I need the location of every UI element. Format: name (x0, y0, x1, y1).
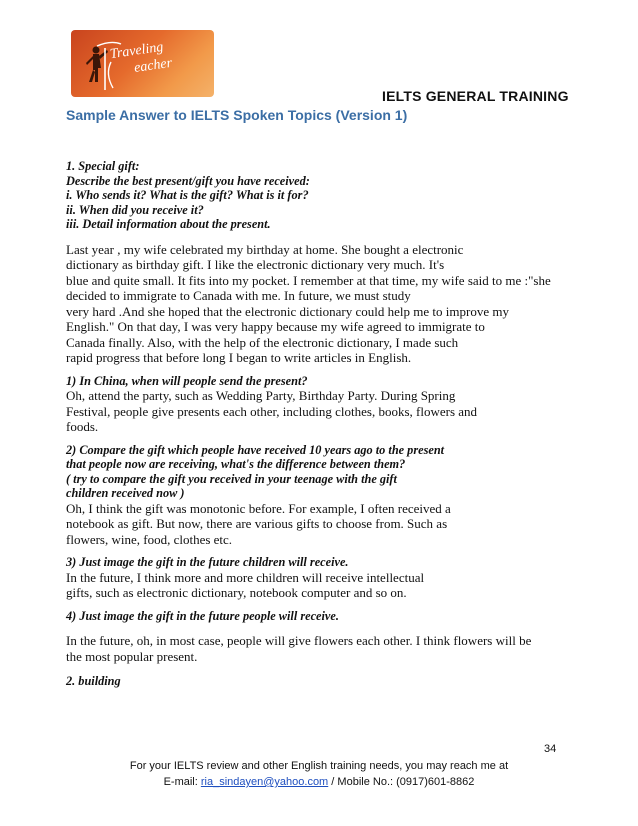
email-label: E-mail: (163, 776, 198, 788)
page-number: 34 (544, 743, 557, 755)
answer-line: rapid progress that before long I began to write articles in English. (66, 350, 412, 365)
q4-question (66, 609, 566, 624)
footer-contact-line: For your IELTS review and other English training needs, you may reach me at (129, 760, 509, 772)
traveling-teacher-logo (71, 30, 214, 97)
answer-line: decided to immigrate to Canada with me. In future, we must study (66, 288, 411, 303)
question-line: Describe the best present/gift you have received: (66, 173, 310, 188)
answer-line: In the future, oh, in most case, people will give flowers each other. I think flowers will be (66, 633, 532, 648)
answer-line: flowers, wine, food, clothes etc. (66, 531, 233, 547)
document-subtitle: Sample Answer to IELTS Spoken Topics (Version 1) (66, 107, 408, 123)
footer-separator: / (331, 776, 335, 788)
question-line: 2) Compare the gift which people have received 10 years ago to the present (66, 442, 445, 457)
question-line: iii. Detail information about the present. (66, 217, 271, 231)
answer-line: Oh, I think the gift was monotonic before. For example, I often received a (66, 500, 451, 516)
q4-answer (66, 633, 566, 664)
section1-question (66, 159, 566, 232)
document-header-title: IELTS GENERAL TRAINING (382, 88, 569, 104)
q1-answer (66, 388, 566, 435)
answer-line: Last year , my wife celebrated my birthday at home. She bought a electronic (66, 241, 464, 257)
question-line: 3) Just image the gift in the future children will receive. (66, 555, 349, 569)
question-line: 4) Just image the gift in the future people will receive. (66, 608, 339, 623)
page-footer (0, 758, 638, 790)
question-line: ( try to compare the gift you received in your teenage with the gift (66, 471, 397, 486)
answer-line: In the future, I think more and more children will receive intellectual (66, 569, 425, 585)
q2-answer (66, 501, 566, 548)
answer-line: Festival, people give presents each other, including clothes, books, flowers and (66, 403, 478, 419)
answer-line: notebook as gift. But now, there are various gifts to choose from. Such as (66, 516, 448, 531)
footer-contact-details (0, 774, 638, 790)
answer-line: Canada finally. Also, with the help of the electronic dictionary, I made such (66, 334, 459, 350)
section2-heading: 2. building (66, 674, 121, 688)
email-link[interactable]: ria_sindayen@yahoo.com (200, 776, 329, 788)
q2-question (66, 443, 566, 501)
answer-line: very hard .And she hoped that the electronic dictionary could help me to improve my (66, 303, 509, 319)
document-body (66, 159, 566, 689)
answer-line: dictionary as birthday gift. I like the electronic dictionary very much. It's (66, 257, 445, 272)
answer-line: the most popular present. (66, 648, 198, 664)
logo-line-2: eacher (133, 55, 174, 76)
question-line: children received now ) (66, 486, 185, 500)
answer-line: blue and quite small. It fits into my pocket. I remember at that time, my wife said to me :"she (66, 272, 551, 288)
logo-line-1: Traveling (109, 39, 165, 63)
question-line: that people now are receiving, what's the difference between them? (66, 457, 406, 471)
answer-line: Oh, attend the party, such as Wedding Party, Birthday Party. During Spring (66, 388, 456, 403)
q1-question (66, 374, 566, 389)
question-line: 1. Special gift: (66, 159, 140, 173)
question-line: 1) In China, when will people send the present? (66, 373, 308, 388)
q3-question (66, 555, 566, 570)
answer-line: gifts, such as electronic dictionary, notebook computer and so on. (66, 585, 407, 600)
section1-answer (66, 242, 566, 366)
mobile-number: Mobile No.: (0917)601-8862 (337, 776, 475, 788)
answer-line: English." On that day, I was very happy because my wife agreed to immigrate to (66, 319, 485, 334)
question-line: ii. When did you receive it? (66, 202, 204, 217)
answer-line: foods. (66, 419, 99, 434)
q3-answer (66, 570, 566, 601)
question-line: i. Who sends it? What is the gift? What is it for? (66, 188, 309, 202)
